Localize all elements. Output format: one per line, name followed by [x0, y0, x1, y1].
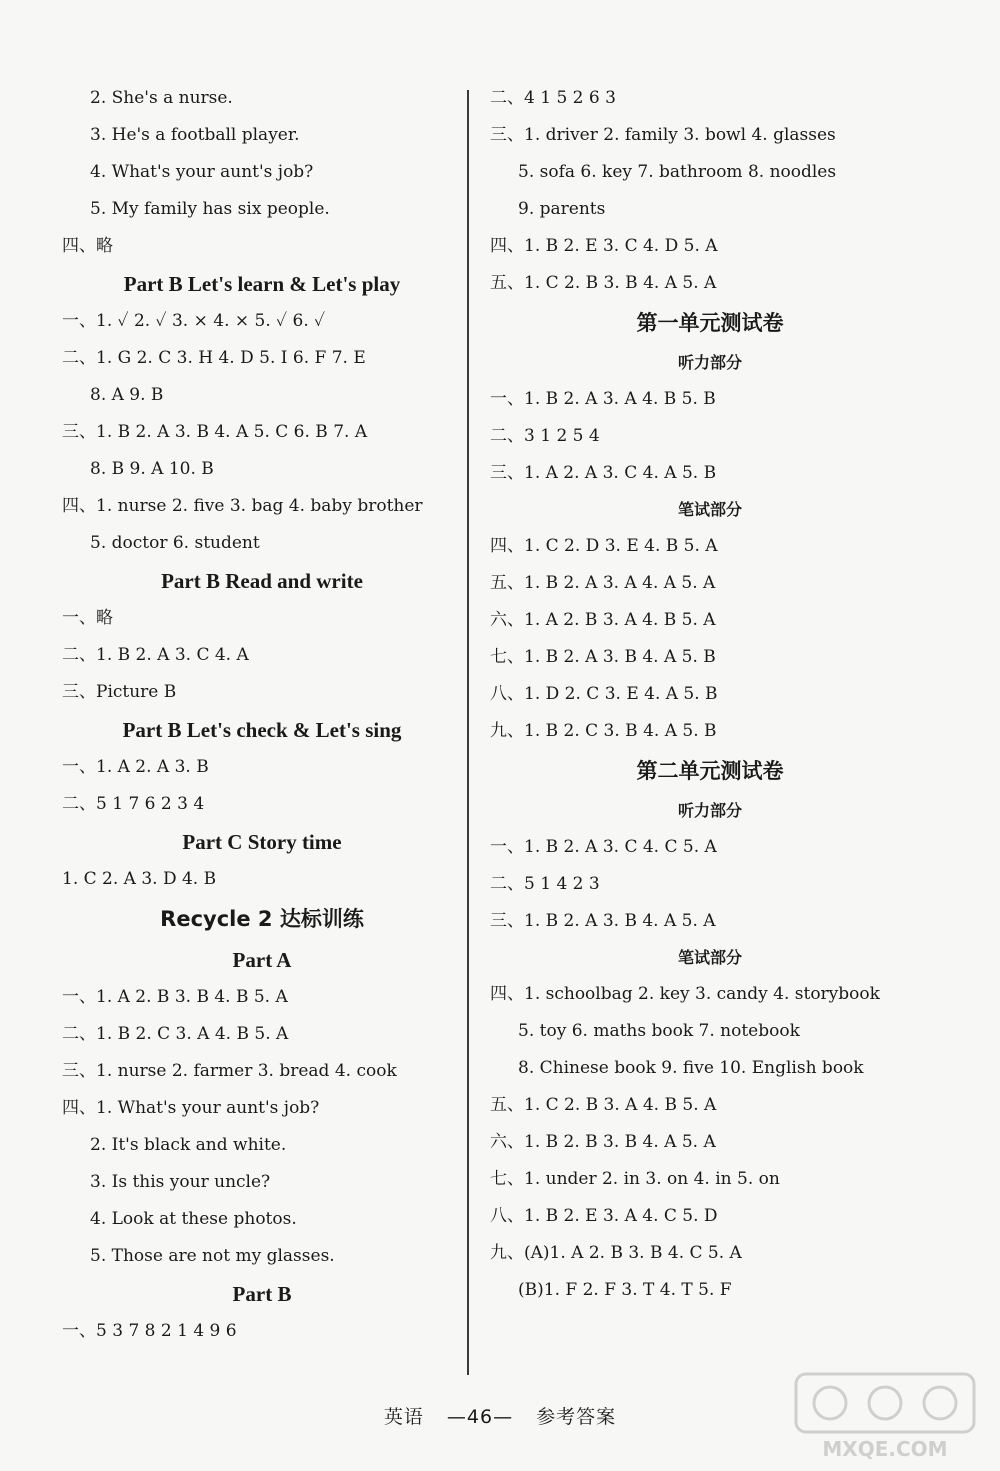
section-heading: Part A	[232, 948, 292, 972]
answer-line: 八、1. D 2. C 3. E 4. A 5. B	[490, 684, 718, 704]
answer-line: 8. A 9. B	[90, 385, 164, 405]
left-column	[62, 80, 462, 1350]
answer-line: 六、1. B 2. B 3. B 4. A 5. A	[490, 1132, 716, 1152]
answer-line: 五、1. C 2. B 3. A 4. B 5. A	[490, 1095, 717, 1115]
section-subheading: 听力部分	[677, 353, 742, 372]
footer-subject: 英语	[383, 1406, 424, 1428]
answer-line: 二、1. G 2. C 3. H 4. D 5. I 6. F 7. E	[62, 348, 366, 368]
answer-line: 8. B 9. A 10. B	[90, 459, 214, 479]
answer-line: 三、1. B 2. A 3. B 4. A 5. C 6. B 7. A	[62, 422, 368, 442]
answer-line: 一、5 3 7 8 2 1 4 9 6	[62, 1321, 237, 1341]
section-subheading: 听力部分	[677, 801, 742, 820]
right-column	[490, 80, 930, 1309]
answer-line: 四、1. What's your aunt's job?	[62, 1098, 320, 1118]
answer-line: 8. Chinese book 9. five 10. English book	[518, 1058, 864, 1078]
answer-line: 5. sofa 6. key 7. bathroom 8. noodles	[518, 162, 837, 182]
answer-line: (B)1. F 2. F 3. T 4. T 5. F	[518, 1280, 732, 1300]
watermark-text: MXQE.COM	[822, 1437, 948, 1461]
unit-heading: 第二单元测试卷	[636, 759, 784, 783]
answer-line: 八、1. B 2. E 3. A 4. C 5. D	[490, 1206, 718, 1226]
answer-line: 4. Look at these photos.	[90, 1209, 297, 1229]
section-heading: Part B Let's check & Let's sing	[122, 718, 402, 742]
answer-line: 一、1. B 2. A 3. A 4. B 5. B	[490, 389, 716, 409]
answer-line: 5. Those are not my glasses.	[90, 1246, 335, 1266]
unit-heading: Recycle 2 达标训练	[160, 907, 364, 931]
section-heading: Part C Story time	[182, 830, 342, 854]
unit-heading: 第一单元测试卷	[636, 311, 784, 335]
answer-line: 9. parents	[518, 199, 606, 219]
section-heading: Part B Let's learn & Let's play	[123, 272, 401, 296]
answer-line: 四、1. C 2. D 3. E 4. B 5. A	[490, 536, 718, 556]
answer-line: 二、3 1 2 5 4	[490, 426, 600, 446]
answer-line: 三、Picture B	[62, 682, 177, 702]
answer-line: 九、(A)1. A 2. B 3. B 4. C 5. A	[490, 1243, 742, 1263]
answer-line: 五、1. C 2. B 3. B 4. A 5. A	[490, 273, 717, 293]
footer-page-number: —46—	[446, 1406, 514, 1428]
answer-line: 二、1. B 2. A 3. C 4. A	[62, 645, 249, 665]
answer-line: 四、略	[62, 236, 113, 256]
answer-line: 一、略	[62, 608, 113, 628]
answer-line: 六、1. A 2. B 3. A 4. B 5. A	[490, 610, 716, 630]
answer-line: 三、1. B 2. A 3. B 4. A 5. A	[490, 911, 716, 931]
answer-line: 4. What's your aunt's job?	[90, 162, 314, 182]
answer-line: 二、5 1 7 6 2 3 4	[62, 794, 205, 814]
answer-line: 一、1. ✓ 2. ✓ 3. × 4. × 5. ✓ 6. ✓	[62, 311, 326, 331]
answer-line: 1. C 2. A 3. D 4. B	[62, 869, 217, 889]
answer-line: 三、1. nurse 2. farmer 3. bread 4. cook	[62, 1061, 397, 1081]
answer-line: 三、1. driver 2. family 3. bowl 4. glasses	[490, 125, 836, 145]
answer-line: 二、5 1 4 2 3	[490, 874, 600, 894]
section-heading: Part B	[232, 1282, 292, 1306]
answer-line: 九、1. B 2. C 3. B 4. A 5. B	[490, 721, 717, 741]
answer-line: 2. She's a nurse.	[90, 88, 233, 108]
answer-line: 四、1. B 2. E 3. C 4. D 5. A	[490, 236, 718, 256]
answer-line: 二、1. B 2. C 3. A 4. B 5. A	[62, 1024, 289, 1044]
answer-line: 一、1. A 2. A 3. B	[62, 757, 209, 777]
answer-line: 一、1. A 2. B 3. B 4. B 5. A	[62, 987, 288, 1007]
column-divider	[467, 90, 469, 1375]
answer-line: 2. It's black and white.	[90, 1135, 287, 1155]
answer-line: 三、1. A 2. A 3. C 4. A 5. B	[490, 463, 717, 483]
answer-line: 四、1. nurse 2. five 3. bag 4. baby brother	[62, 496, 423, 516]
footer-label: 参考答案	[536, 1406, 617, 1428]
section-subheading: 笔试部分	[677, 948, 742, 967]
watermark-logo	[790, 1368, 980, 1463]
answer-line: 四、1. schoolbag 2. key 3. candy 4. storybook	[490, 984, 880, 1004]
answer-line: 七、1. B 2. A 3. B 4. A 5. B	[490, 647, 716, 667]
answer-line: 一、1. B 2. A 3. C 4. C 5. A	[490, 837, 717, 857]
answer-line: 二、4 1 5 2 6 3	[490, 88, 616, 108]
answer-line: 3. He's a football player.	[90, 125, 300, 145]
answer-line: 五、1. B 2. A 3. A 4. A 5. A	[490, 573, 716, 593]
answer-line: 5. My family has six people.	[90, 199, 330, 219]
answer-line: 5. doctor 6. student	[90, 533, 260, 553]
section-heading: Part B Read and write	[161, 569, 363, 593]
section-subheading: 笔试部分	[677, 500, 742, 519]
answer-line: 七、1. under 2. in 3. on 4. in 5. on	[490, 1169, 780, 1189]
answer-line: 3. Is this your uncle?	[90, 1172, 271, 1192]
answer-line: 5. toy 6. maths book 7. notebook	[518, 1021, 800, 1041]
